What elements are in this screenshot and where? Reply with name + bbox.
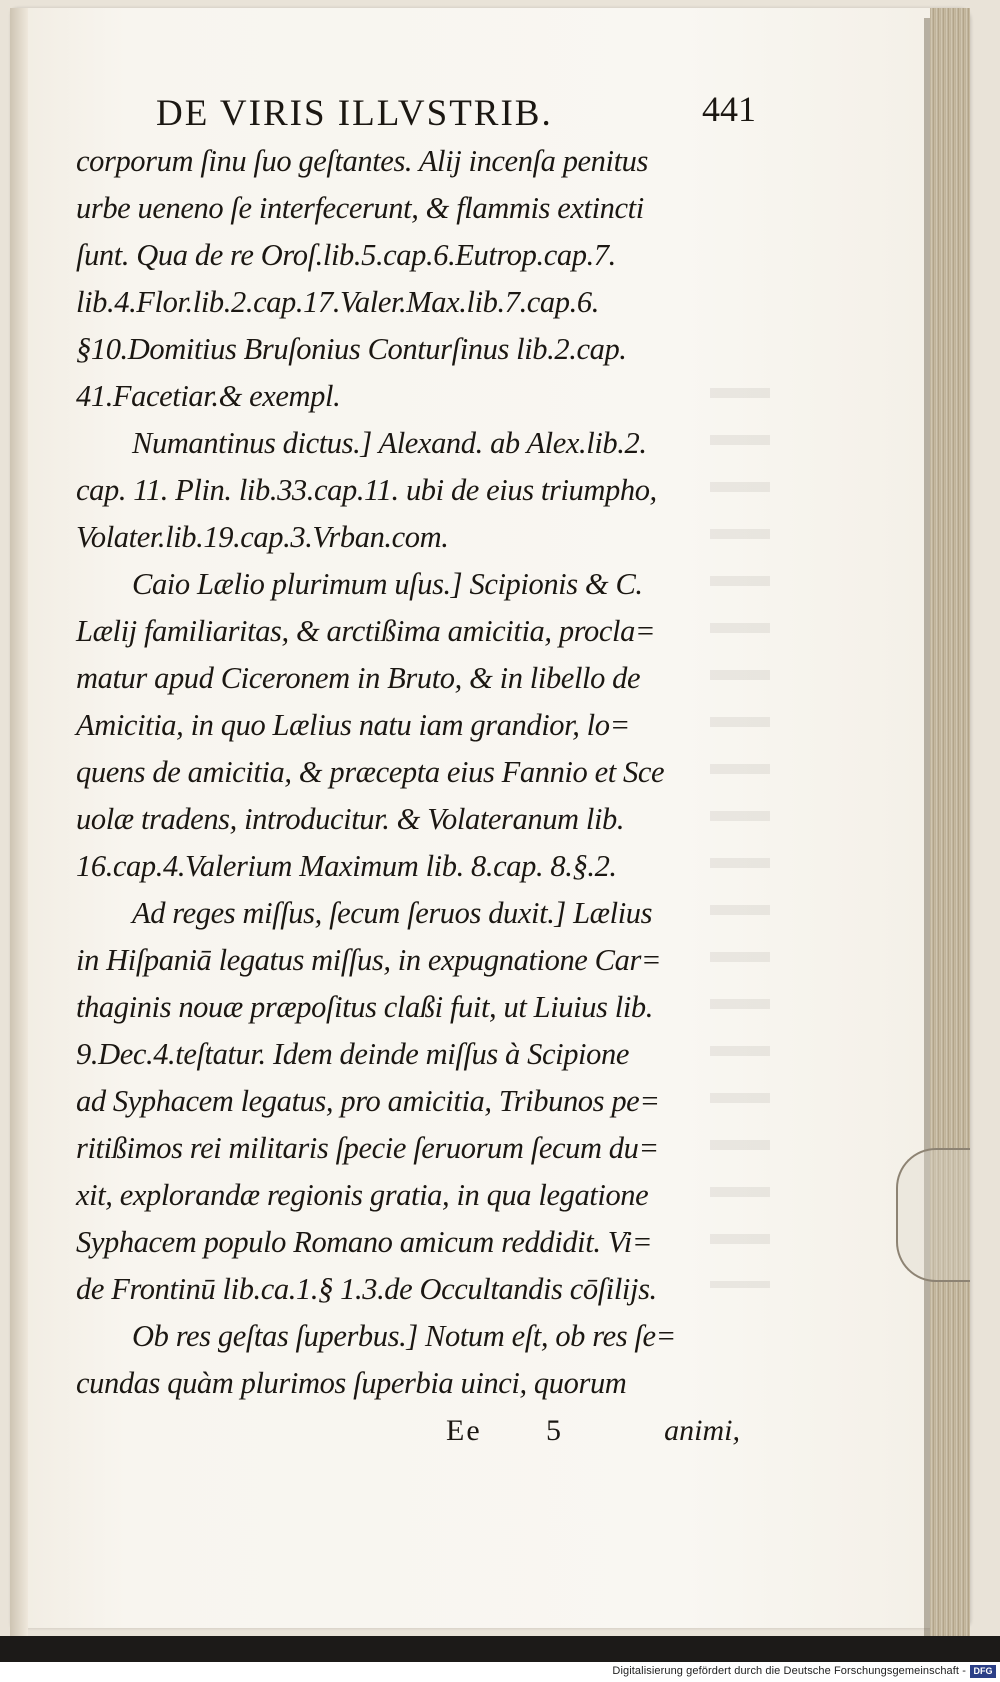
text-line: quens de amicitia, & præcepta eius Fannio et Sce (76, 755, 665, 789)
text-line: in Hiſpaniā legatus miſſus, in expugnatione Car= (76, 943, 662, 977)
book-page (10, 8, 970, 1628)
text-line: ad Syphacem legatus, pro amicitia, Tribunos pe= (76, 1084, 660, 1118)
text-line: xit, explorandæ regionis gratia, in qua legatione (76, 1178, 649, 1212)
text-line: 41.Facetiar.& exempl. (76, 379, 341, 413)
gutter-shadow (10, 8, 28, 1648)
text-line: ritißimos rei militaris ſpecie ſeruorum ſecum du= (76, 1131, 659, 1165)
signature-number: 5 (546, 1414, 561, 1447)
text-block (76, 88, 756, 1454)
text-line: Lælij familiaritas, & arctißima amicitia, procla= (76, 614, 656, 648)
page-number: 441 (702, 89, 756, 129)
text-line: cap. 11. Plin. lib.33.cap.11. ubi de eius triumpho, (76, 473, 657, 507)
dfg-logo: DFG (970, 1665, 996, 1678)
text-line: matur apud Ciceronem in Bruto, & in libello de (76, 661, 641, 695)
page-header (76, 88, 756, 138)
footer (0, 1662, 1000, 1682)
text-line: Volater.lib.19.cap.3.Vrban.com. (76, 520, 449, 554)
running-head: DE VIRIS ILLVSTRIB. (156, 93, 553, 134)
text-line: cundas quàm plurimos ſuperbia uinci, quorum (76, 1366, 627, 1400)
text-line: §10.Domitius Bruſonius Conturſinus lib.2.cap. (76, 332, 627, 366)
text-line: corporum ſinu ſuo geſtantes. Alij incenſa penitus (76, 144, 648, 178)
catchword: animi, (664, 1414, 740, 1447)
text-line: urbe ueneno ſe interfecerunt, & flammis extincti (76, 191, 644, 225)
body-text (76, 138, 746, 1407)
text-line: ſunt. Qua de re Oroſ.lib.5.cap.6.Eutrop.cap.7. (76, 238, 616, 272)
text-line: 9.Dec.4.teſtatur. Idem deinde miſſus à Scipione (76, 1037, 629, 1071)
text-line: thaginis nouæ præpoſitus claßi fuit, ut Liuius lib. (76, 990, 653, 1024)
text-line: Ad reges miſſus, ſecum ſeruos duxit.] Lælius (132, 896, 653, 930)
text-line: Amicitia, in quo Lælius natu iam grandior, lo= (76, 708, 630, 742)
text-line: lib.4.Flor.lib.2.cap.17.Valer.Max.lib.7.cap.6. (76, 285, 599, 319)
text-line: Ob res geſtas ſuperbus.] Notum eſt, ob res ſe= (132, 1319, 676, 1353)
scanner-bottom-bar (0, 1636, 1000, 1662)
clasp-loop (896, 1148, 970, 1282)
text-line: Caio Lælio plurimum uſus.] Scipionis & C. (132, 567, 643, 601)
text-line: uolæ tradens, introducitur. & Volateranum lib. (76, 802, 625, 836)
text-line: Syphacem populo Romano amicum reddidit. Vi= (76, 1225, 653, 1259)
signature-line (76, 1407, 746, 1454)
footer-credit: Digitalisierung gefördert durch die Deutsche Forschungsgemeinschaft - (612, 1665, 966, 1677)
text-line: de Frontinū lib.ca.1.§ 1.3.de Occultandis cōſilijs. (76, 1272, 657, 1306)
text-line: 16.cap.4.Valerium Maximum lib. 8.cap. 8.§.2. (76, 849, 617, 883)
signature-mark: Ee (446, 1414, 482, 1447)
fore-edge (930, 8, 970, 1648)
text-line: Numantinus dictus.] Alexand. ab Alex.lib.2. (132, 426, 647, 460)
